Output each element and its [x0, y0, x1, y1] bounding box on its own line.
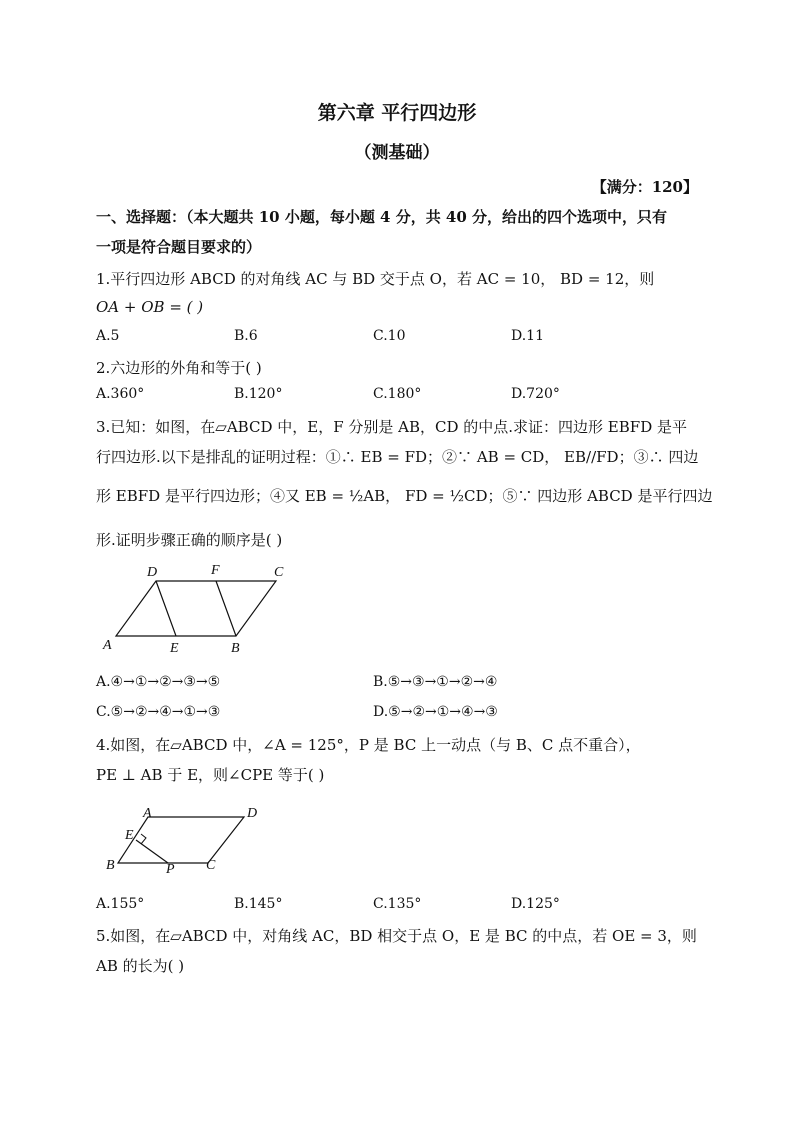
- score-label: 【满分：120】: [591, 178, 698, 196]
- q1-option-b[interactable]: B.6: [234, 328, 258, 344]
- q4-option-d[interactable]: D.125°: [511, 896, 560, 912]
- q3-segment-de: [156, 581, 176, 636]
- q4-right-angle-mark: [141, 834, 146, 844]
- q3-label-d: D: [147, 565, 158, 580]
- q2-option-d[interactable]: D.720°: [511, 386, 560, 402]
- q2-option-c[interactable]: C.180°: [373, 386, 422, 402]
- q3-label-f: F: [211, 563, 220, 578]
- q3-option-b[interactable]: B.⑤→③→①→②→④: [373, 674, 498, 690]
- q4-label-b: B: [106, 858, 115, 873]
- q4-segment-pe: [136, 840, 168, 863]
- question-3-line4: 形.证明步骤正确的顺序是( ): [96, 531, 283, 549]
- q3-label-c: C: [274, 565, 284, 580]
- q3-option-c[interactable]: C.⑤→②→④→①→③: [96, 704, 221, 720]
- q2-option-b[interactable]: B.120°: [234, 386, 283, 402]
- question-3-line1: 3.已知：如图，在▱ABCD 中，E，F 分别是 AB，CD 的中点.求证：四边形 EBFD 是平: [96, 418, 687, 436]
- q4-option-a[interactable]: A.155°: [96, 896, 145, 912]
- q1-option-d[interactable]: D.11: [511, 328, 544, 344]
- page-subtitle: （测基础）: [354, 143, 440, 163]
- page-title: 第六章 平行四边形: [317, 102, 477, 124]
- question-3-line2: 行四边形.以下是排乱的证明过程：①∴ EB = FD；②∵ AB = CD， EB//FD；③∴ 四边: [96, 448, 699, 466]
- q3-option-d[interactable]: D.⑤→②→①→④→③: [373, 704, 498, 720]
- q3-label-b: B: [231, 641, 240, 656]
- question-5-line1: 5.如图，在▱ABCD 中，对角线 AC，BD 相交于点 O，E 是 BC 的中点，若 OE = 3，则: [96, 927, 697, 945]
- question-1-line2: OA + OB = ( ): [96, 298, 204, 316]
- question-2-line1: 2.六边形的外角和等于( ): [96, 359, 262, 377]
- q4-label-c: C: [206, 858, 216, 873]
- q3-label-a: A: [103, 638, 112, 653]
- q3-label-e: E: [170, 641, 179, 656]
- question-4-line1: 4.如图，在▱ABCD 中，∠A = 125°，P 是 BC 上一动点（与 B、C 点不重合），: [96, 736, 641, 754]
- q4-option-c[interactable]: C.135°: [373, 896, 422, 912]
- q3-segment-fb: [216, 581, 236, 636]
- section-heading-line2: 一项是符合题目要求的）: [96, 238, 262, 256]
- q4-option-b[interactable]: B.145°: [234, 896, 283, 912]
- question-3-line3: 形 EBFD 是平行四边形；④又 EB = ½AB， FD = ½CD；⑤∵ 四边形 ABCD 是平行四边: [96, 487, 713, 505]
- q4-label-p: P: [166, 862, 175, 877]
- q1-option-a[interactable]: A.5: [96, 328, 120, 344]
- question-1-line1: 1.平行四边形 ABCD 的对角线 AC 与 BD 交于点 O，若 AC = 10， BD = 12，则: [96, 270, 655, 288]
- q4-label-a: A: [143, 806, 152, 821]
- q4-label-e: E: [125, 828, 134, 843]
- q3-option-a[interactable]: A.④→①→②→③→⑤: [96, 674, 221, 690]
- question-4-line2: PE ⊥ AB 于 E，则∠CPE 等于( ): [96, 766, 325, 784]
- question-5-line2: AB 的长为( ): [96, 957, 185, 975]
- q4-label-d: D: [247, 806, 258, 821]
- q1-option-c[interactable]: C.10: [373, 328, 406, 344]
- section-heading-line1: 一、选择题：（本大题共 10 小题，每小题 4 分，共 40 分，给出的四个选项中，只有: [96, 208, 668, 226]
- q2-option-a[interactable]: A.360°: [96, 386, 145, 402]
- q3-parallelogram-abcd: [116, 581, 276, 636]
